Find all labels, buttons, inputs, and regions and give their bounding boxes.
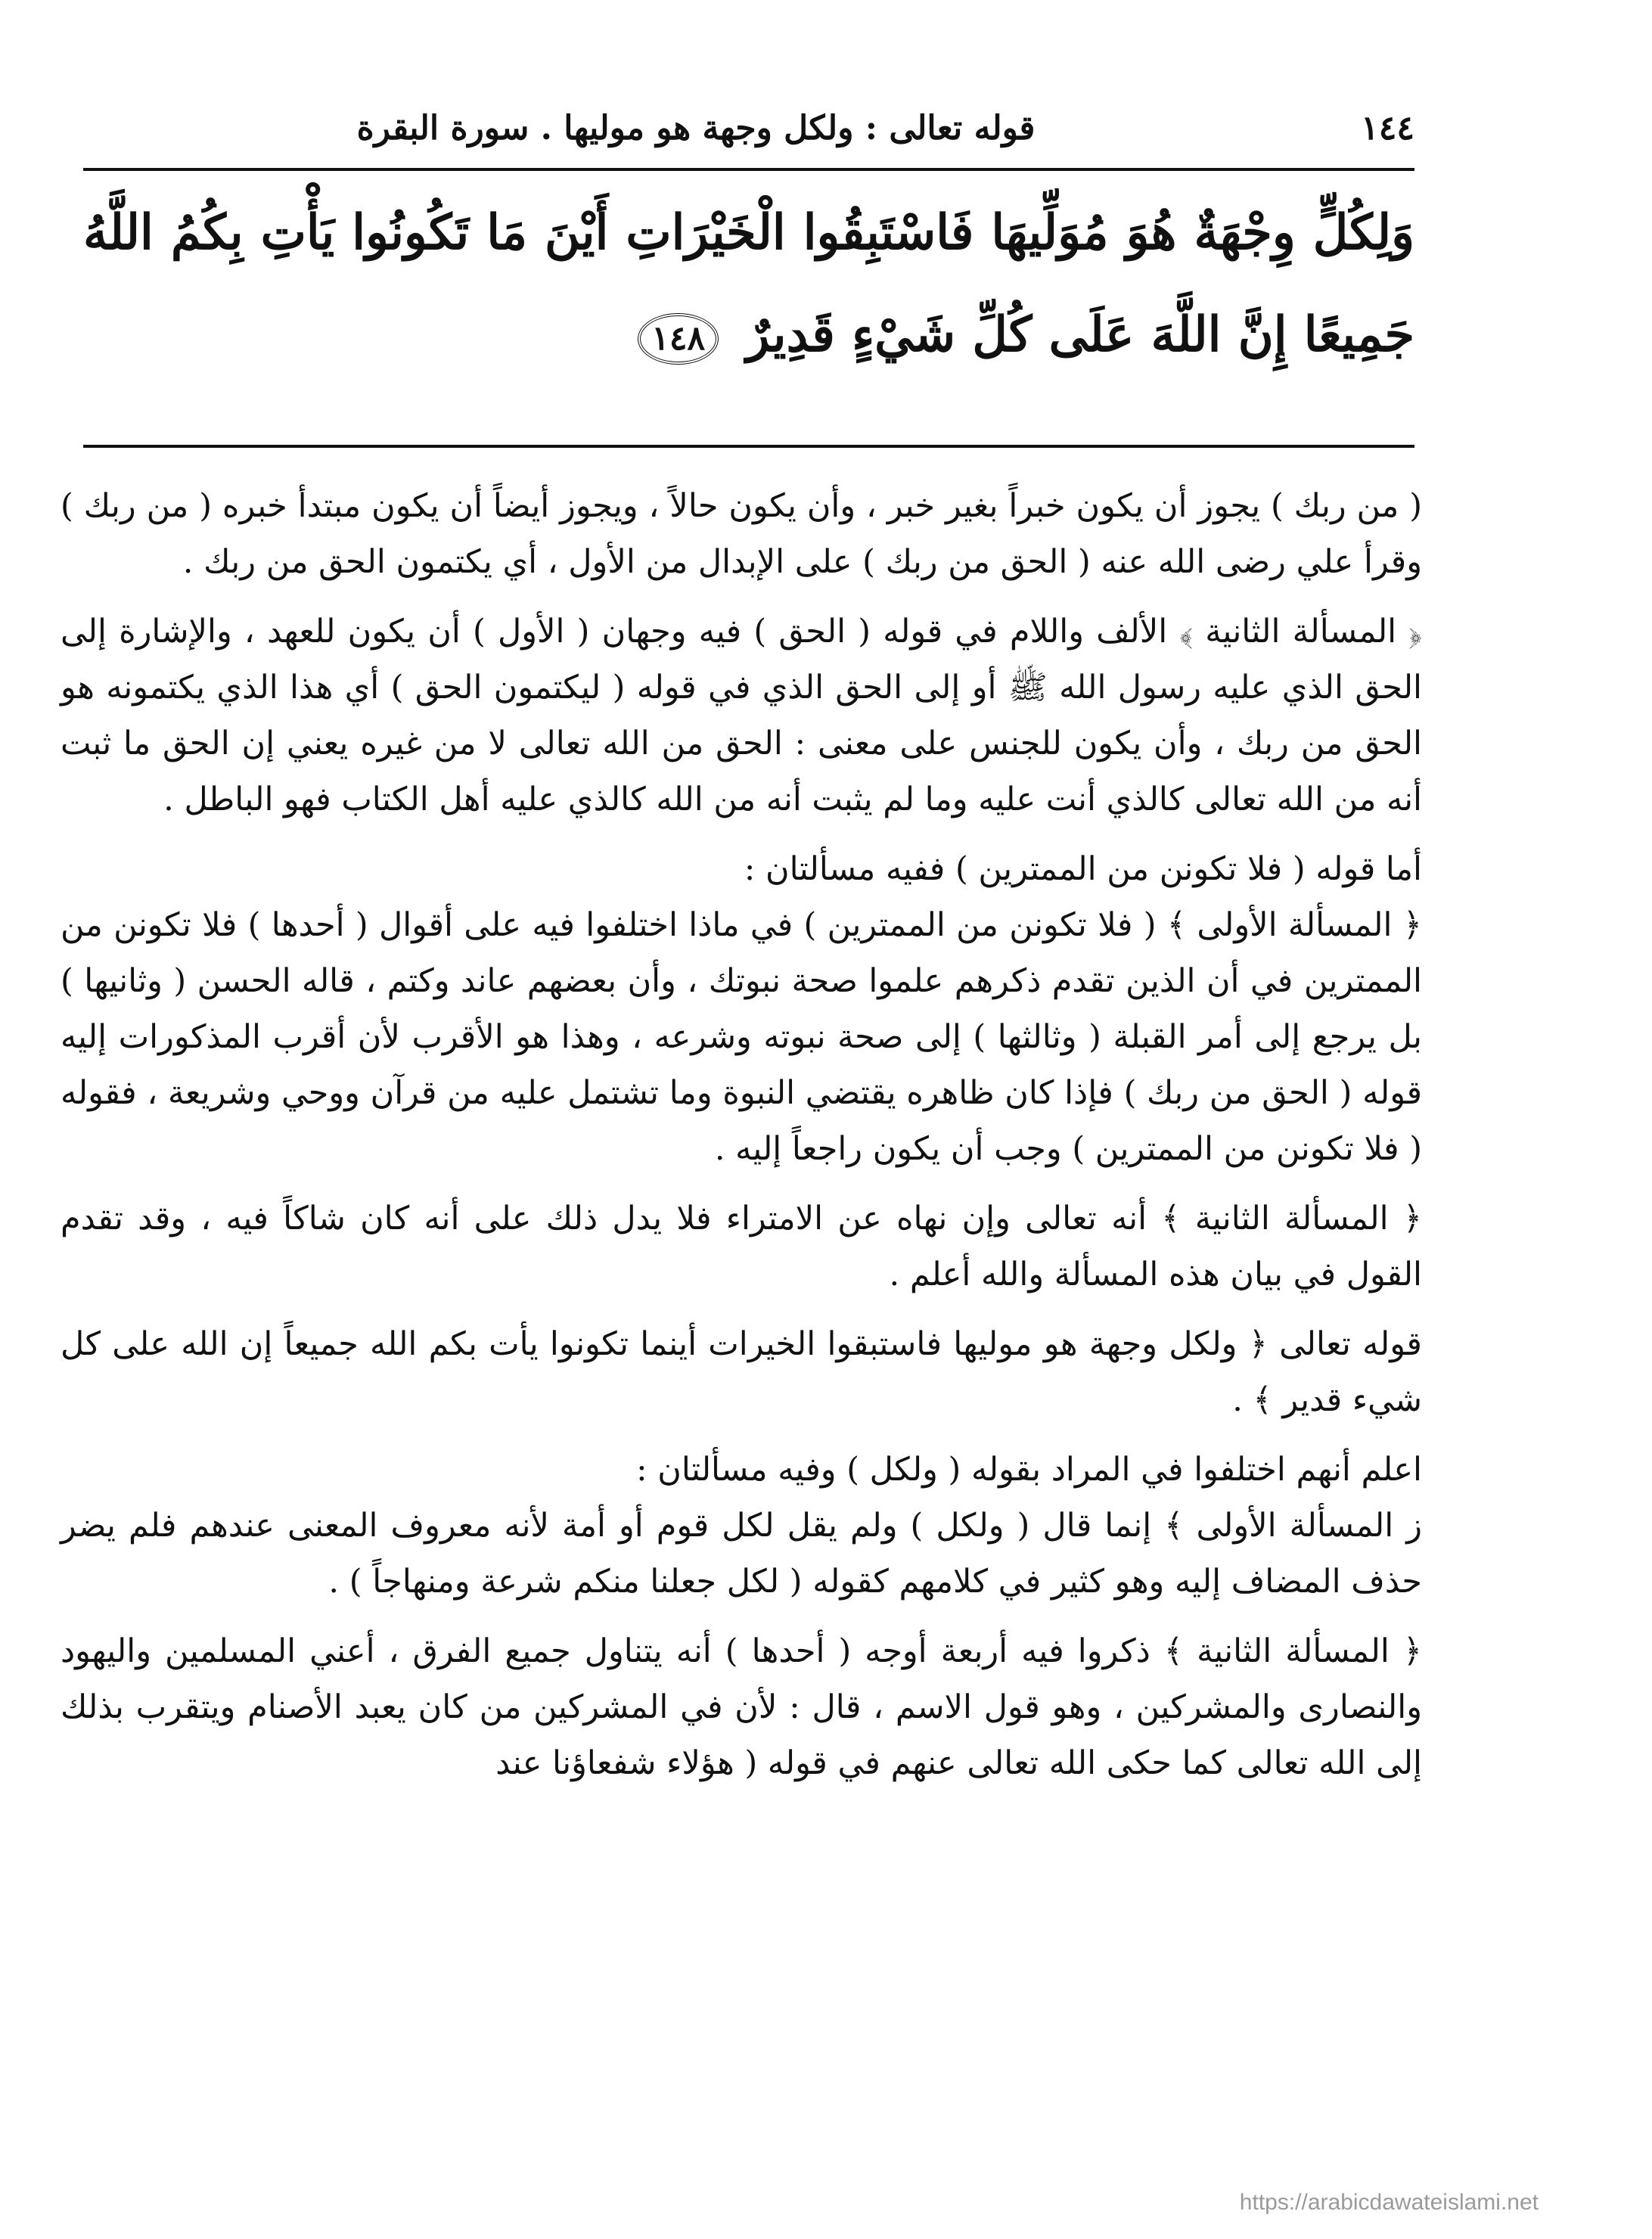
paragraph: ﴿ المسألة الأولى ﴾ ( فلا تكونن من الممترين ) في ماذا اختلفوا فيه على أقوال ( أحدها ) فلا تكونن من الممترين في أن الذين تقدم ذكرهم علموا صحة نبوتك ، وأن بعضهم عاند وكتم ، قاله الحسن ( وثانيها ) بل يرجع إلى أمر القبلة ( وثالثها ) إلى صحة نبوته وشرعه ، وهذا هو الأقرب لأن أقرب المذكورات إليه قوله ( الحق من ربك ) فإذا كان ظاهره يقتضي النبوة وما تشتمل عليه من قرآن ووحي وشريعة ، فقوله ( فلا تكونن من الممترين ) وجب أن يكون راجعاً إليه . <box>61 906 1422 1168</box>
paragraph: ﴿ المسألة الثانية ﴾ ذكروا فيه أربعة أوجه ( أحدها ) أنه يتناول جميع الفرق ، أعني المسلمين واليهود والنصارى والمشركين ، وهو قول الاسم ، قال : لأن في المشركين من كان يعبد الأصنام ويتقرب بذلك إلى الله تعالى كما حكى الله تعالى عنهم في قوله ( هؤلاء شفعاؤنا عند <box>61 1632 1422 1782</box>
paragraph: ز المسألة الأولى ﴾ إنما قال ( ولكل ) ولم يقل لكل قوم أو أمة لأنه معروف المعنى عندهم فلم يضر حذف المضاف إليه وهو كثير في كلامهم كقوله ( لكل جعلنا منكم شرعة ومنهاجاً ) . <box>61 1507 1422 1601</box>
paragraph: ﴿ المسألة الثانية ﴾ الألف واللام في قوله ( الحق ) فيه وجهان ( الأول ) أن يكون للعهد ، والإشارة إلى الحق الذي عليه رسول الله ﷺ أو إلى الحق الذي في قوله ( ليكتمون الحق ) أي هذا الذي يكتمونه هو الحق من ربك ، وأن يكون للجنس على معنى : الحق من الله تعالى لا من غيره يعني إن الحق ما ثبت أنه من الله تعالى كالذي أنت عليه وما لم يثبت أنه من الله كالذي عليه أهل الكتاب فهو الباطل . <box>61 613 1422 818</box>
paragraph: قوله تعالى ﴿ ولكل وجهة هو موليها فاستبقوا الخيرات أينما تكونوا يأت بكم الله جميعاً إن الله على كل شيء قدير ﴾ . <box>61 1325 1422 1419</box>
paragraph: ﴿ المسألة الثانية ﴾ أنه تعالى وإن نهاه عن الامتراء فلا يدل ذلك على أنه كان شاكاً فيه ، وقد تقدم القول في بيان هذه المسألة والله أعلم . <box>61 1200 1422 1293</box>
paragraph: ( من ربك ) يجوز أن يكون خبراً بغير خبر ، وأن يكون حالاً ، ويجوز أيضاً أن يكون مبتدأ خبره ( من ربك ) وقرأ علي رضى الله عنه ( الحق من ربك ) على الإبدال من الأول ، أي يكتمون الحق من ربك . <box>61 487 1422 581</box>
watermark-url: https://arabicdawateislami.net <box>1239 2190 1539 2215</box>
commentary-body <box>61 478 1422 1805</box>
paragraph: أما قوله ( فلا تكونن من الممترين ) ففيه مسألتان : <box>744 850 1422 888</box>
verse-text: وَلِكُلٍّ وِجْهَةٌ هُوَ مُوَلِّيهَا فَاسْتَبِقُوا الْخَيْرَاتِ أَيْنَ مَا تَكُونُوا يَأْتِ بِكُمُ اللَّهُ جَمِيعًا إِنَّ اللَّهَ عَلَى كُلِّ شَيْءٍ قَدِيرٌ <box>83 204 1415 363</box>
verse-rule <box>83 445 1414 448</box>
page-number: ١٤٤ <box>1361 109 1414 148</box>
header-rule <box>83 168 1414 171</box>
paragraph: اعلم أنهم اختلفوا في المراد بقوله ( ولكل ) وفيه مسألتان : <box>636 1451 1422 1489</box>
quran-verse <box>83 182 1414 386</box>
page-header <box>83 98 1414 159</box>
ayah-number-mark: ١٤٨ <box>638 313 719 365</box>
running-title: قوله تعالى : ولكل وجهة هو موليها . سورة البقرة <box>356 109 1036 148</box>
